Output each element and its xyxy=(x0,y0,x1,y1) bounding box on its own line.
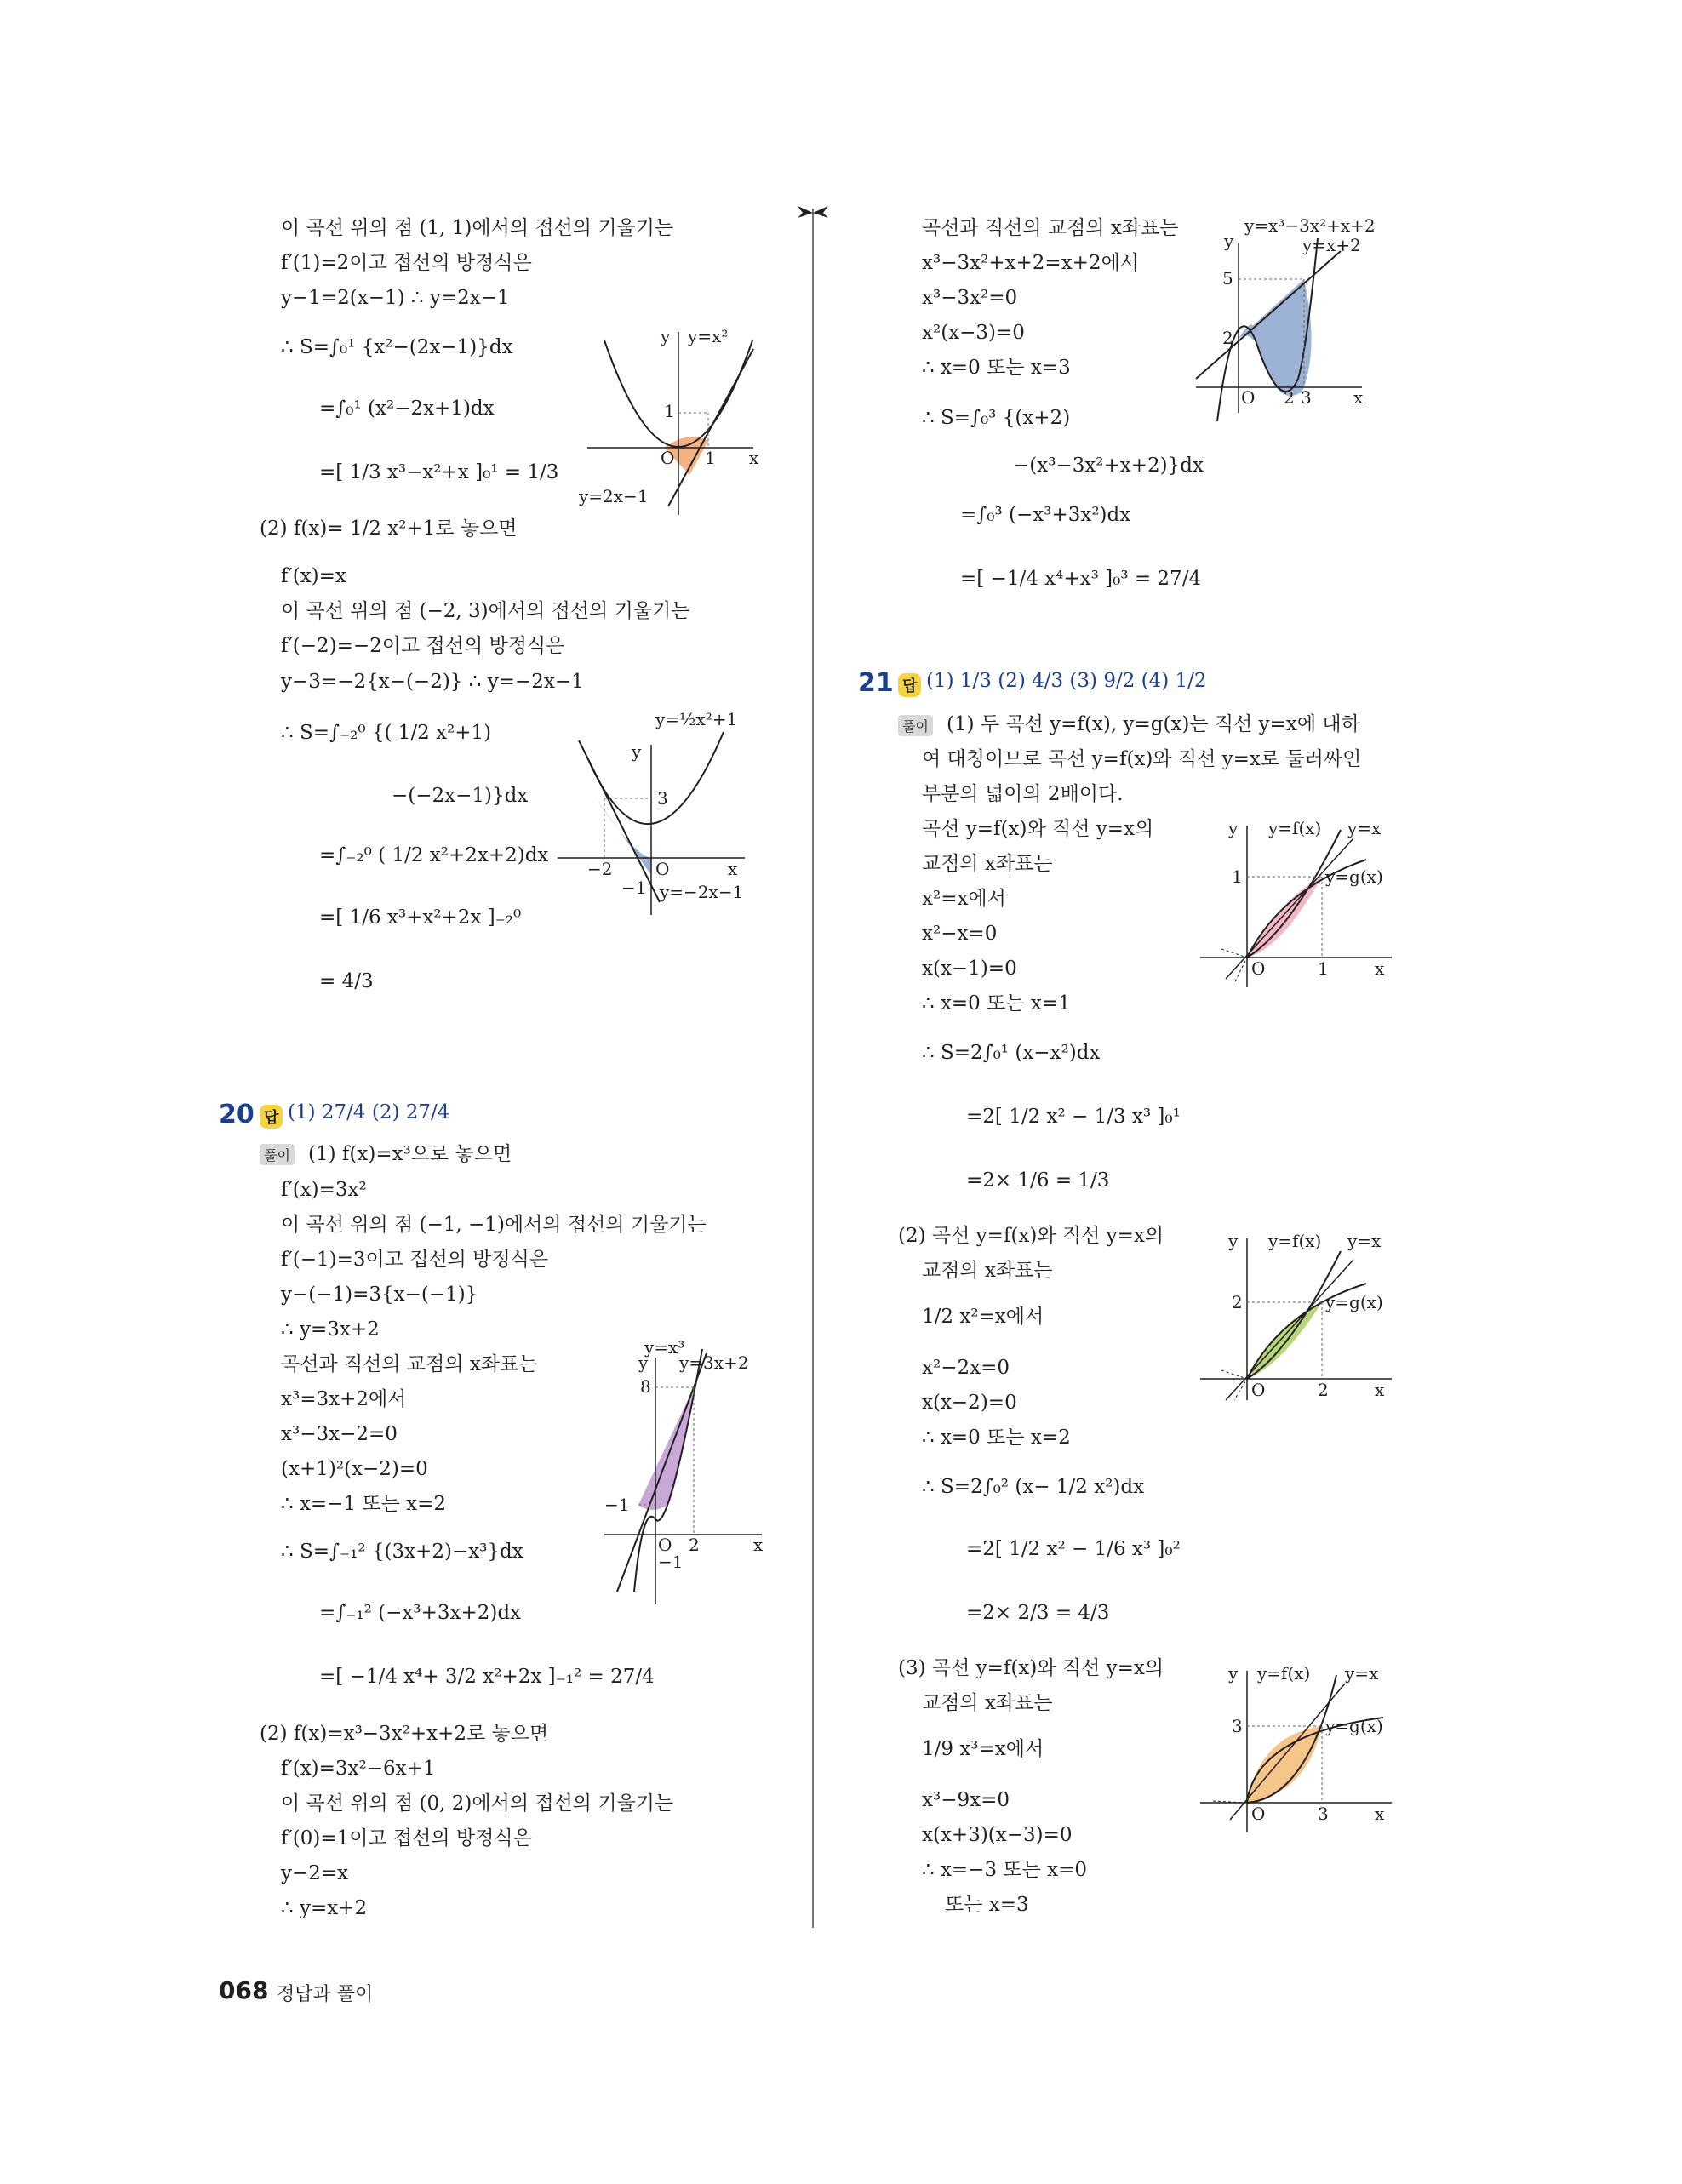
text-line: x³−3x²+x+2=x+2에서 xyxy=(922,252,1140,274)
curve-label: y=f(x) xyxy=(1268,818,1322,838)
origin-label: O xyxy=(1251,1804,1266,1824)
axis-label: x xyxy=(1375,958,1385,979)
graph-cubic-line-2 xyxy=(1192,213,1396,417)
formula-line: ∴ S=∫₋₁² {(3x+2)−x³}dx xyxy=(281,1541,523,1563)
origin-label: O xyxy=(1241,387,1256,408)
curve-label: y=g(x) xyxy=(1325,1716,1383,1736)
text-line: ∴ x=0 또는 x=3 xyxy=(922,357,1071,379)
graph-symmetric-1 xyxy=(1196,813,1417,992)
text-line: (1) 두 곡선 y=f(x), y=g(x)는 직선 y=x에 대하 xyxy=(947,713,1360,735)
formula-line: ∴ S=∫₀¹ {x²−(2x−1)}dx xyxy=(281,336,513,358)
curve-label: y=x³ xyxy=(644,1337,685,1358)
line-label: y=2x−1 xyxy=(579,486,649,506)
text-line: f′(x)=3x² xyxy=(281,1179,367,1201)
curve-label: y=½x²+1 xyxy=(655,709,738,729)
answer-line: (1) 1/3 (2) 4/3 (3) 9/2 (4) 1/2 xyxy=(926,670,1207,692)
tick-label: 8 xyxy=(640,1376,651,1397)
formula-line: =[ 1/6 x³+x²+2x ]₋₂⁰ xyxy=(319,906,522,929)
answer-badge: 답 xyxy=(898,673,921,697)
axis-label: x xyxy=(1375,1804,1385,1824)
text-line: ∴ x=−1 또는 x=2 xyxy=(281,1493,447,1515)
question-number: 21 xyxy=(858,668,894,698)
text-line: x²−x=0 xyxy=(922,923,998,945)
formula-line: ∴ S=2∫₀² (x− 1/2 x²)dx xyxy=(922,1476,1145,1498)
text-line: 이 곡선 위의 점 (1, 1)에서의 접선의 기울기는 xyxy=(281,217,674,239)
text-line: 이 곡선 위의 점 (−1, −1)에서의 접선의 기울기는 xyxy=(281,1214,707,1236)
formula-line: =∫₀³ (−x³+3x²)dx xyxy=(960,504,1131,526)
axis-label: x xyxy=(1375,1380,1385,1400)
graph-symmetric-2 xyxy=(1196,1226,1417,1404)
formula-line: −(−2x−1)}dx xyxy=(392,785,529,807)
origin-label: O xyxy=(1251,958,1266,979)
shaded-region xyxy=(1247,1726,1322,1803)
tick-label: 1 xyxy=(705,448,716,468)
text-line: f′(x)=3x²−6x+1 xyxy=(281,1758,436,1780)
tick-label: 2 xyxy=(1318,1380,1329,1400)
text-line: x²(x−3)=0 xyxy=(922,322,1025,344)
formula-line: ∴ S=∫₋₂⁰ {( 1/2 x²+1) xyxy=(281,722,492,744)
text-line: 곡선과 직선의 교점의 x좌표는 xyxy=(281,1353,538,1375)
text-line: 이 곡선 위의 점 (−2, 3)에서의 접선의 기울기는 xyxy=(281,600,690,622)
tick-label: 1 xyxy=(1318,958,1329,979)
text-line: 곡선 y=f(x)와 직선 y=x의 xyxy=(922,818,1154,840)
solution-badge: 풀이 xyxy=(898,715,933,736)
text-line: x³−3x²=0 xyxy=(922,287,1018,309)
curve-label: y=f(x) xyxy=(1268,1231,1322,1251)
curve-label: y=g(x) xyxy=(1325,1292,1383,1312)
axis-label: y xyxy=(661,326,671,346)
text-line: y−1=2(x−1) ∴ y=2x−1 xyxy=(281,287,510,309)
formula-line: =2× 1/6 = 1/3 xyxy=(966,1169,1110,1192)
axis-label: y xyxy=(1228,1231,1239,1251)
text-line: x(x−1)=0 xyxy=(922,958,1017,980)
text-line: ∴ x=0 또는 x=1 xyxy=(922,992,1071,1015)
text-line: (x+1)²(x−2)=0 xyxy=(281,1458,428,1480)
formula-line: ∴ S=2∫₀¹ (x−x²)dx xyxy=(922,1042,1101,1064)
tick-label: 3 xyxy=(657,788,668,809)
line-label: y=3x+2 xyxy=(679,1352,749,1373)
text-line: x(x−2)=0 xyxy=(922,1392,1017,1414)
tick-label: 1 xyxy=(1232,866,1243,887)
text-line: x²=x에서 xyxy=(922,888,1006,910)
tick-label: 3 xyxy=(1301,387,1312,408)
text-line: 교점의 x좌표는 xyxy=(922,1692,1053,1714)
tangent-line xyxy=(668,349,753,506)
text-line: f′(−1)=3이고 접선의 방정식은 xyxy=(281,1249,549,1271)
text-line: y−3=−2{x−(−2)} ∴ y=−2x−1 xyxy=(281,671,584,693)
column-divider xyxy=(812,209,814,1928)
tick-label: −1 xyxy=(658,1552,684,1572)
tick-label: −1 xyxy=(621,878,647,898)
footer-label: 정답과 풀이 xyxy=(277,1984,374,2005)
shaded-region xyxy=(1247,877,1322,958)
formula-line: =∫₋₁² (−x³+3x+2)dx xyxy=(319,1602,522,1624)
axis-label: y xyxy=(1228,1663,1239,1684)
tick-label: 3 xyxy=(1232,1716,1243,1736)
text-line: f′(1)=2이고 접선의 방정식은 xyxy=(281,252,532,274)
tick-label: 2 xyxy=(1284,387,1295,408)
origin-label: O xyxy=(1251,1380,1266,1400)
text-line: ∴ x=−3 또는 x=0 xyxy=(922,1859,1088,1881)
text-line: ∴ y=3x+2 xyxy=(281,1318,380,1341)
line-label: y=x xyxy=(1347,1231,1382,1251)
formula-line: −(x³−3x²+x+2)}dx xyxy=(1013,455,1204,477)
text-line: y−(−1)=3{x−(−1)} xyxy=(281,1284,478,1306)
text-line: f′(0)=1이고 접선의 방정식은 xyxy=(281,1827,532,1850)
text-line: (2) f(x)=x³−3x²+x+2로 놓으면 xyxy=(260,1723,549,1745)
formula-line: 1/2 x²=x에서 xyxy=(922,1306,1044,1328)
text-line: 또는 x=3 xyxy=(945,1894,1029,1916)
line-label: y=x xyxy=(1345,1663,1379,1684)
formula-line: =[ −1/4 x⁴+ 3/2 x²+2x ]₋₁² = 27/4 xyxy=(319,1666,655,1688)
text-line: x³−3x−2=0 xyxy=(281,1423,398,1445)
tick-label: 2 xyxy=(689,1535,700,1555)
divider-ornament-icon xyxy=(796,203,830,220)
tick-label: 2 xyxy=(1222,328,1233,348)
text-line: 부분의 넓이의 2배이다. xyxy=(922,783,1124,805)
text-line: 곡선과 직선의 교점의 x좌표는 xyxy=(922,217,1179,239)
formula-line: =[ 1/3 x³−x²+x ]₀¹ = 1/3 xyxy=(319,461,559,483)
text-line: (3) 곡선 y=f(x)와 직선 y=x의 xyxy=(898,1657,1164,1679)
curve-label: y=f(x) xyxy=(1257,1663,1311,1684)
text-line: ∴ y=x+2 xyxy=(281,1897,368,1919)
tick-label: −1 xyxy=(604,1495,630,1515)
text-line: (2) f(x)= 1/2 x²+1로 놓으면 xyxy=(260,517,518,540)
axis-label: x xyxy=(1353,387,1364,408)
origin-label: O xyxy=(661,448,675,468)
axis-label: y xyxy=(1224,231,1234,251)
parabola-curve xyxy=(587,732,724,824)
text-line: ∴ x=0 또는 x=2 xyxy=(922,1426,1071,1449)
origin-label: O xyxy=(658,1535,672,1555)
tick-label: 3 xyxy=(1318,1804,1329,1824)
axis-label: x xyxy=(749,448,759,468)
shaded-region xyxy=(638,1387,694,1510)
curve-label: y=x³−3x²+x+2 xyxy=(1244,215,1376,236)
origin-label: O xyxy=(655,859,670,879)
formula-line: = 4/3 xyxy=(319,970,374,992)
text-line: 이 곡선 위의 점 (0, 2)에서의 접선의 기울기는 xyxy=(281,1792,674,1815)
formula-line: 1/9 x³=x에서 xyxy=(922,1738,1044,1760)
line-label: y=x+2 xyxy=(1302,235,1361,255)
text-line: (2) 곡선 y=f(x)와 직선 y=x의 xyxy=(898,1225,1164,1247)
tick-label: 1 xyxy=(664,401,675,421)
text-line: f′(−2)=−2이고 접선의 방정식은 xyxy=(281,635,565,657)
line-label: y=−2x−1 xyxy=(660,882,744,902)
curve-label: y=x² xyxy=(688,326,729,346)
graph-symmetric-3 xyxy=(1196,1658,1417,1837)
text-line: x³−9x=0 xyxy=(922,1789,1010,1811)
formula-line: =2[ 1/2 x² − 1/3 x³ ]₀¹ xyxy=(966,1106,1181,1128)
formula-line: =2× 2/3 = 4/3 xyxy=(966,1602,1110,1624)
text-line: 교점의 x좌표는 xyxy=(922,853,1053,875)
formula-line: =2[ 1/2 x² − 1/6 x³ ]₀² xyxy=(966,1538,1181,1560)
graph-cubic-line xyxy=(592,1336,775,1609)
formula-line: =∫₀¹ (x²−2x+1)dx xyxy=(319,397,495,420)
axis-label: y xyxy=(638,1352,649,1373)
answer-line: (1) 27/4 (2) 27/4 xyxy=(288,1101,450,1123)
text-line: x³=3x+2에서 xyxy=(281,1388,407,1410)
line-label: y=x xyxy=(1347,818,1382,838)
text-line: 여 대칭이므로 곡선 y=f(x)와 직선 y=x로 둘러싸인 xyxy=(922,748,1362,770)
curve-label: y=g(x) xyxy=(1325,866,1383,887)
formula-line: =[ −1/4 x⁴+x³ ]₀³ = 27/4 xyxy=(960,568,1202,590)
formula-line: =∫₋₂⁰ ( 1/2 x²+2x+2)dx xyxy=(319,844,549,866)
graph-parabola-tangent xyxy=(579,323,775,519)
axis-label: x xyxy=(753,1535,764,1555)
axis-label: y xyxy=(1228,818,1239,838)
question-number: 20 xyxy=(219,1100,255,1129)
text-line: (1) f(x)=x³으로 놓으면 xyxy=(308,1143,512,1165)
graph-half-parabola-tangent xyxy=(553,706,775,919)
page-number: 068 xyxy=(219,1976,269,2004)
solution-badge: 풀이 xyxy=(260,1144,295,1165)
text-line: f′(x)=x xyxy=(281,565,346,587)
tick-label: 5 xyxy=(1222,268,1233,289)
tick-label: −2 xyxy=(587,859,613,879)
axis-label: x xyxy=(728,859,738,879)
text-line: 교점의 x좌표는 xyxy=(922,1260,1053,1282)
text-line: x(x+3)(x−3)=0 xyxy=(922,1824,1073,1846)
answer-badge: 답 xyxy=(260,1105,283,1129)
tick-label: 2 xyxy=(1232,1292,1243,1312)
formula-line: ∴ S=∫₀³ {(x+2) xyxy=(922,407,1071,429)
axis-label: y xyxy=(632,741,642,762)
shaded-region xyxy=(1247,1302,1322,1379)
text-line: y−2=x xyxy=(281,1862,349,1884)
text-line: x²−2x=0 xyxy=(922,1357,1010,1379)
